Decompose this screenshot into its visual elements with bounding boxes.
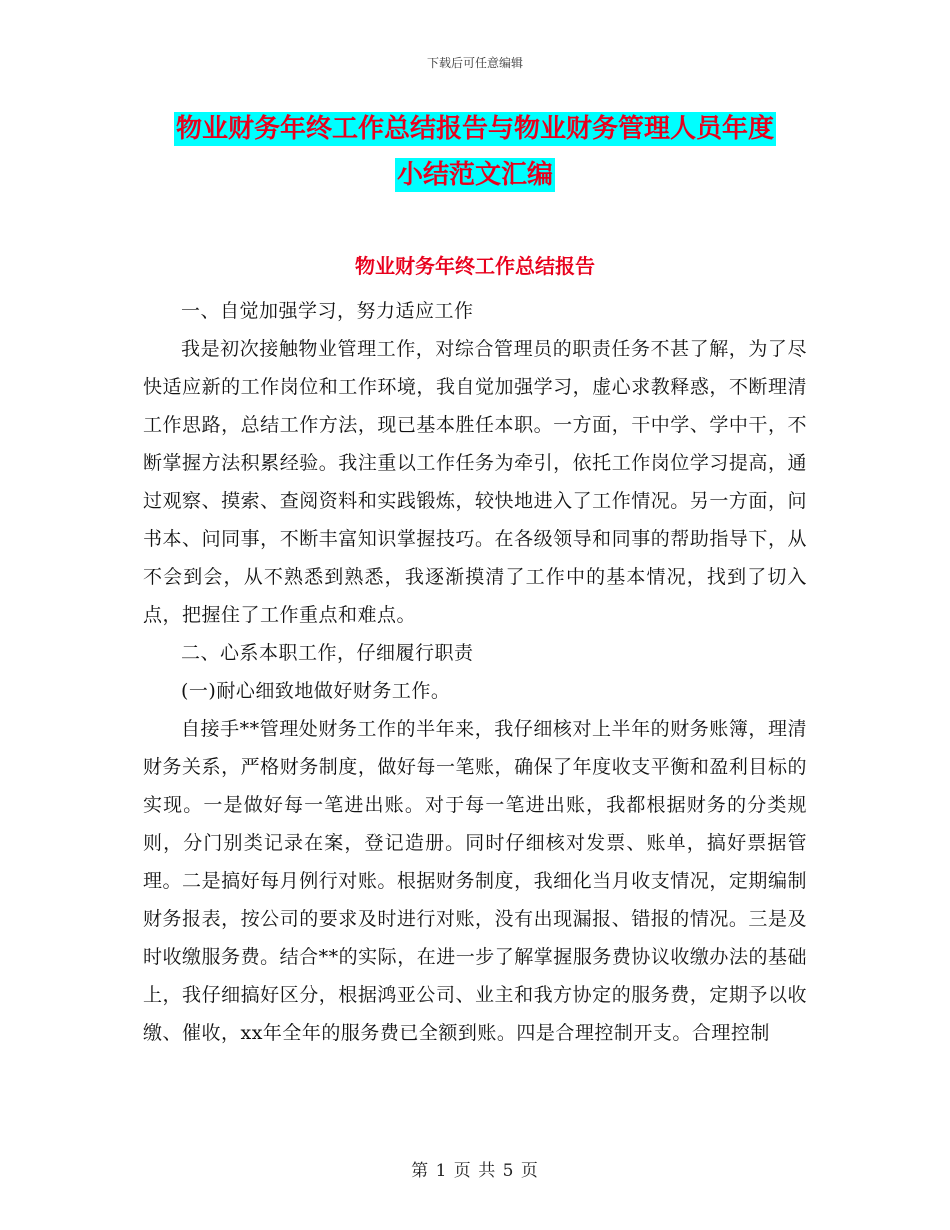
section-title: 物业财务年终工作总结报告: [355, 254, 595, 278]
header-note: 下载后可任意编辑: [426, 56, 523, 70]
page-number: 第 1 页 共 5 页: [411, 1161, 539, 1181]
document-title-line-1: 物业财务年终工作总结报告与物业财务管理人员年度: [175, 114, 774, 144]
paragraph-subheading-1: (一)耐心细致地做好财务工作。: [181, 680, 451, 702]
document-title-line-2: 小结范文汇编: [396, 160, 553, 190]
paragraph-1: 我是初次接触物业管理工作，对综合管理员的职责任务不甚了解，为了尽快适应新的工作岗位和工作环境，我自觉加强学习，虚心求教释惑，不断理清工作思路，总结工作方法，现已基本胜任本职。一方面，干中学、学中干，不断掌握方法积累经验。我注重以工作任务为牵引，依托工作岗位学习提高，通过观察、摸索、查阅资料和实践锻炼，较快地进入了工作情况。另一方面，问书本、问同事，不断丰富知识掌握技巧。在各级领导和同事的帮助指导下，从不会到会，从不熟悉到熟悉，我逐渐摸清了工作中的基本情况，找到了切入点，把握住了工作重点和难点。: [143, 338, 807, 626]
paragraph-2: 自接手**管理处财务工作的半年来，我仔细核对上半年的财务账簿，理清财务关系，严格财务制度，做好每一笔账，确保了年度收支平衡和盈利目标的实现。一是做好每一笔进出账。对于每一笔进出账，我都根据财务的分类规则，分门别类记录在案，登记造册。同时仔细核对发票、账单，搞好票据管理。二是搞好每月例行对账。根据财务制度，我细化当月收支情况，定期编制财务报表，按公司的要求及时进行对账，没有出现漏报、错报的情况。三是及时收缴服务费。结合**的实际，在进一步了解掌握服务费协议收缴办法的基础上，我仔细搞好区分，根据鸿亚公司、业主和我方协定的服务费，定期予以收缴、催收，xx年全年的服务费已全额到账。四是合理控制开支。合理控制: [143, 718, 807, 1044]
paragraph-heading-1: 一、自觉加强学习，努力适应工作: [181, 300, 474, 322]
paragraph-heading-2: 二、心系本职工作，仔细履行职责: [181, 642, 474, 664]
document-body: [143, 292, 807, 1052]
document-title: [150, 112, 800, 204]
